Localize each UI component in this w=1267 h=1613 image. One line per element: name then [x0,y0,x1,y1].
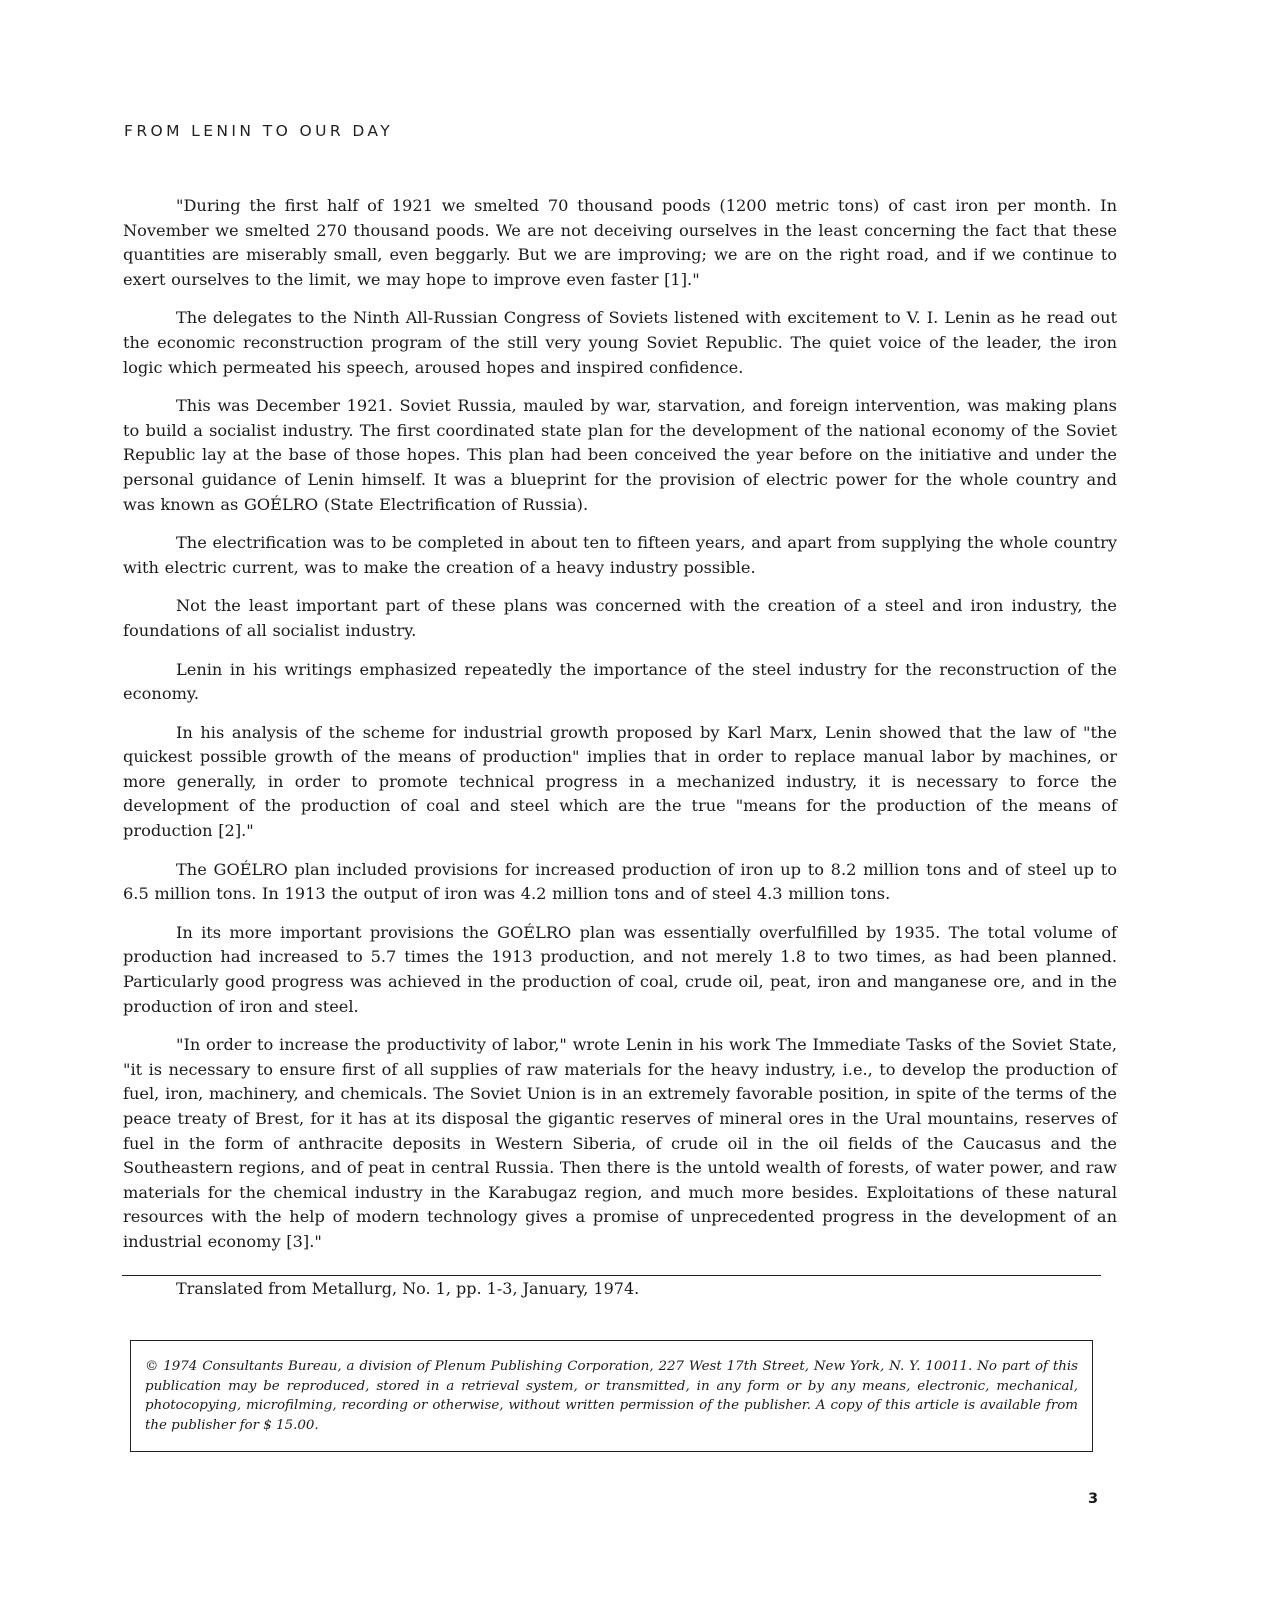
paragraph-december-1921: This was December 1921. Soviet Russia, mauled by war, starvation, and foreign intervention, was making plans to build a socialist industry. The first coordinated state plan for the development of the national economy of the Soviet Republic lay at the base of those hopes. This plan had been conceived the year before on the initiative and under the personal guidance of Lenin himself. It was a blueprint for the provision of electric power for the whole country and was known as GOÉLRO (State Electrification of Russia). [123,396,1117,514]
copyright-notice-box [130,1340,1093,1452]
paragraph-electrification: The electrification was to be completed in about ten to fifteen years, and apart from supplying the whole country with electric current, was to make the creation of a heavy industry possible. [123,533,1117,577]
page-number: 3 [1088,1491,1099,1507]
page-title: FROM LENIN TO OUR DAY [124,122,394,140]
article-body [123,194,1117,1269]
paragraph-lenin-writings: Lenin in his writings emphasized repeatedly the importance of the steel industry for the reconstruction of the economy. [123,659,1117,704]
footnote-divider [122,1275,1101,1276]
paragraph-immediate-tasks-quote: "In order to increase the productivity of labor," wrote Lenin in his work The Immediate Tasks of the Soviet State, "it is necessary to ensure first of all supplies of raw materials for the heavy industry, i.e., to develop the production of fuel, iron, machinery, and chemicals. The Soviet Union is in an extremely favorable position, in spite of the terms of the peace treaty of Brest, for it has at its disposal the gigantic reserves of mineral ores in the Ural mountains, reserves of fuel in the form of anthracite deposits in Western Siberia, of crude oil in the oil fields of the Caucasus and the Southeastern regions, and of peat in central Russia. Then there is the untold wealth of forests, of water power, and raw materials for the chemical industry in the Karabugaz region, and much more besides. Exploitations of these natural resources with the help of modern technology gives a promise of unprecedented progress in the development of an industrial economy [3]." [123,1035,1117,1251]
paragraph-steel-iron-industry: Not the least important part of these plans was concerned with the creation of a steel and iron industry, the foundations of all socialist industry. [123,596,1117,640]
paragraph-goelro-provisions: The GOÉLRO plan included provisions for increased production of iron up to 8.2 million tons and of steel up to 6.5 million tons. In 1913 the output of iron was 4.2 million tons and of steel 4.3 million tons. [123,859,1117,904]
copyright-text: © 1974 Consultants Bureau, a division of Plenum Publishing Corporation, 227 West 17th Street, New York, N. Y. 10011. No part of this publication may be reproduced, stored in a retrieval system, or transmitted, in any form or by any means, electronic, mechanical, photocopying, microfilming, recording or otherwise, without written permission of the publisher. A copy of this article is available from the publisher for $ 15.00. [145,1359,1078,1433]
paragraph-marx-analysis: In his analysis of the scheme for industrial growth proposed by Karl Marx, Lenin showed that the law of "the quickest possible growth of the means of production" implies that in order to replace manual labor by machines, or more generally, in order to promote technical progress in a mechanized industry, it is necessary to force the development of the production of coal and steel which are the true "means for the production of the means of production [2]." [123,722,1117,841]
paragraph-congress: The delegates to the Ninth All-Russian Congress of Soviets listened with excitement to V. I. Lenin as he read out the economic reconstruction program of the still very young Soviet Republic. The quiet voice of the leader, the iron logic which permeated his speech, aroused hopes and inspired confidence. [123,308,1117,377]
translation-note: Translated from Metallurg, No. 1, pp. 1-3, January, 1974. [176,1279,640,1298]
paragraph-lenin-quote: "During the first half of 1921 we smelted 70 thousand poods (1200 metric tons) of cast iron per month. In November we smelted 270 thousand poods. We are not deceiving ourselves in the least concerning the fact that these quantities are miserably small, even beggarly. But we are improving; we are on the right road, and if we continue to exert ourselves to the limit, we may hope to improve even faster [1]." [123,196,1117,289]
paragraph-overfulfilled: In its more important provisions the GOÉLRO plan was essentially overfulfilled by 1935. The total volume of production had increased to 5.7 times the 1913 production, and not merely 1.8 to two times, as had been planned. Particularly good progress was achieved in the production of coal, crude oil, peat, iron and manganese ore, and in the production of iron and steel. [123,922,1117,1016]
